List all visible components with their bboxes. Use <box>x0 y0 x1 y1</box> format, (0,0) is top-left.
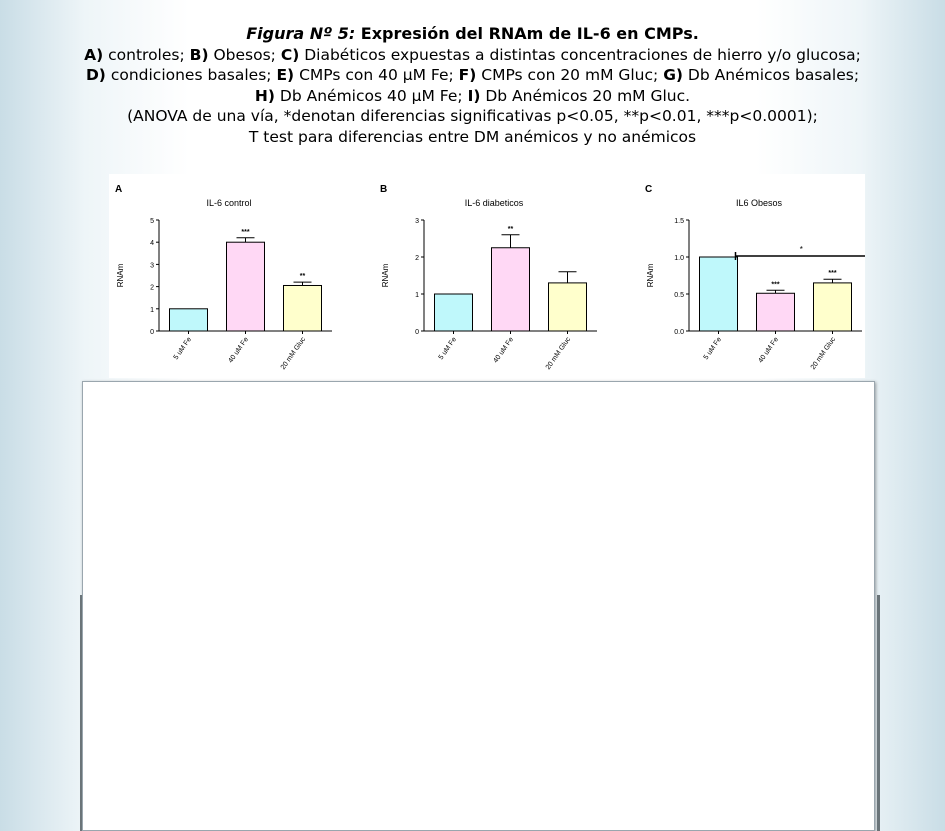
caption-panel-letter: I) <box>467 86 481 105</box>
caption-panel-letter: B) <box>189 45 209 64</box>
caption-line <box>0 45 945 66</box>
x-tick-label: 5 uM Fe <box>437 336 459 362</box>
y-tick-label: 1.0 <box>674 255 684 262</box>
caption-text: Db Anémicos basales; <box>683 66 860 84</box>
x-tick-label: 5 uM Fe <box>172 336 194 362</box>
caption-text: T test para diferencias entre DM anémicos y no anémicos <box>248 127 697 146</box>
y-tick-label: 3 <box>415 218 419 225</box>
caption-title <box>0 24 945 45</box>
bar <box>284 285 322 331</box>
significance-label: *** <box>771 281 780 289</box>
caption-text: Db Anémicos 40 µM Fe; <box>274 86 468 105</box>
y-tick-label: 1 <box>415 292 419 299</box>
y-axis-label: RNAm <box>646 263 655 288</box>
caption-line <box>0 86 945 107</box>
caption-title-rest: Expresión del RNAm de IL-6 en CMPs. <box>355 24 699 43</box>
chart-title: IL6 Obesos <box>735 198 783 208</box>
bar <box>492 248 530 331</box>
y-tick-label: 2 <box>415 255 419 262</box>
significance-label: ** <box>299 273 306 281</box>
caption-panel-letter: D) <box>85 66 106 84</box>
chart-panel-a <box>115 184 332 371</box>
caption-text: controles; <box>103 45 190 64</box>
caption-text: Obesos; <box>208 45 281 64</box>
bar <box>170 309 208 331</box>
caption-panel-letter: G) <box>663 66 683 84</box>
bar <box>227 242 265 331</box>
significance-bracket-label: * <box>799 245 803 254</box>
significance-label: ** <box>507 225 514 233</box>
y-tick-label: 0 <box>150 329 154 336</box>
bar <box>757 293 795 331</box>
significance-label: *** <box>241 228 250 236</box>
caption-panel-letter: F) <box>458 66 477 84</box>
caption-text: Diabéticos expuestas a distintas concentraciones de hierro y/o glucosa; <box>299 45 861 64</box>
bar <box>549 283 587 331</box>
y-tick-label: 0 <box>415 329 419 336</box>
caption-text: Db Anémicos 20 mM Gluc. <box>480 86 691 105</box>
chart-title: IL-6 control <box>206 198 252 208</box>
panel-letter: B <box>380 184 388 195</box>
caption-text: condiciones basales; <box>105 66 277 84</box>
caption-panel-letter: A) <box>84 45 104 64</box>
y-tick-label: 1.5 <box>674 218 684 225</box>
x-tick-label: 40 uM Fe <box>227 336 251 365</box>
y-axis-label: RNAm <box>116 263 125 288</box>
y-tick-label: 5 <box>150 218 154 225</box>
chart-title: IL-6 diabeticos <box>464 198 524 208</box>
caption-panel-letter: E) <box>276 66 295 84</box>
y-tick-label: 1 <box>150 306 154 314</box>
bar <box>814 283 852 331</box>
caption-text: CMPs con 20 mM Gluc; <box>476 66 664 84</box>
figure-panel <box>109 174 865 378</box>
blank-content-frame <box>80 595 880 831</box>
caption-lines <box>0 45 945 148</box>
x-tick-label: 20 mM Gluc <box>279 336 308 372</box>
caption-title-italic: Figura Nº 5: <box>246 24 356 43</box>
x-tick-label: 5 uM Fe <box>702 336 724 362</box>
caption-line <box>0 65 945 86</box>
y-tick-label: 0.5 <box>674 292 684 299</box>
panel-letter: C <box>645 184 653 195</box>
chart-panel-b <box>380 184 597 371</box>
y-tick-label: 0.0 <box>674 329 684 336</box>
x-tick-label: 40 uM Fe <box>492 336 516 365</box>
significance-label: *** <box>828 270 837 278</box>
caption-text: CMPs con 40 µM Fe; <box>294 66 459 84</box>
chart-panel-c <box>645 184 865 371</box>
panel-letter: A <box>115 184 123 195</box>
bar <box>435 294 473 331</box>
y-tick-label: 3 <box>150 262 154 270</box>
y-tick-label: 4 <box>150 240 154 248</box>
x-tick-label: 40 uM Fe <box>757 336 781 365</box>
caption-line <box>0 127 945 148</box>
caption-panel-letter: C) <box>280 45 300 64</box>
y-axis-label: RNAm <box>381 263 390 288</box>
bar-charts-svg <box>109 174 865 378</box>
bar <box>700 257 738 331</box>
y-tick-label: 2 <box>150 284 154 292</box>
figure-caption <box>0 24 945 147</box>
caption-line <box>0 106 945 127</box>
caption-panel-letter: H) <box>254 86 275 105</box>
x-tick-label: 20 mM Gluc <box>544 336 573 372</box>
caption-text: (ANOVA de una vía, *denotan diferencias significativas p<0.05, **p<0.01, ***p<0.0001); <box>127 107 818 125</box>
x-tick-label: 20 mM Gluc <box>809 336 838 372</box>
